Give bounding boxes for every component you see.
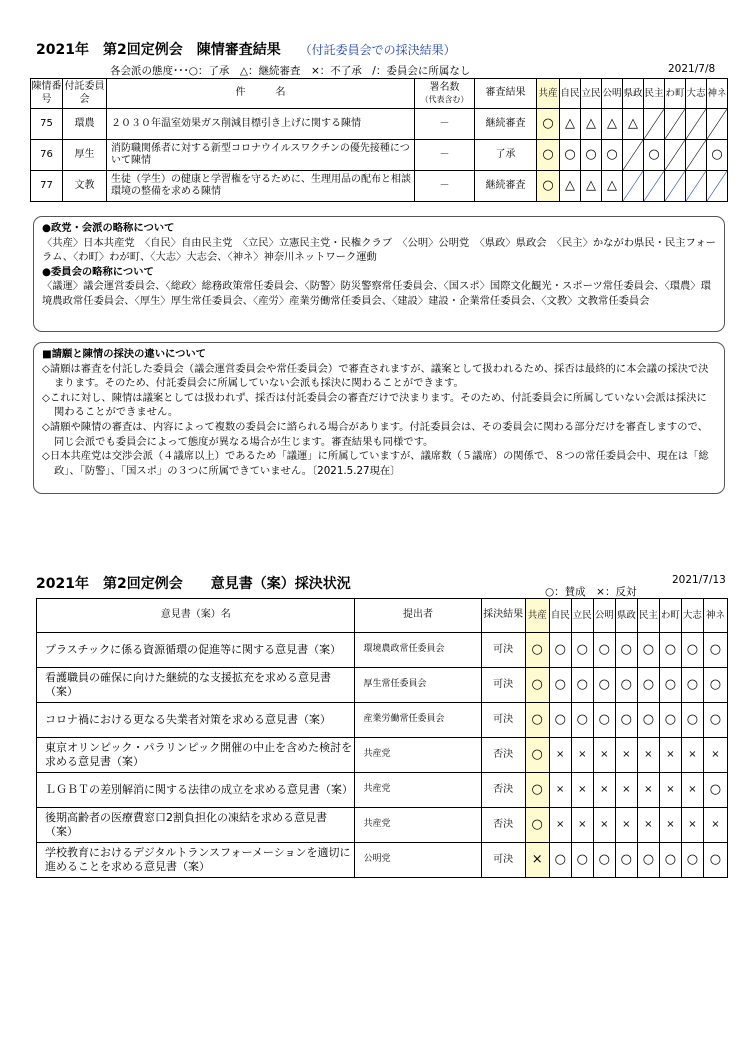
slash-mark: [707, 109, 727, 139]
vote-mark: ○: [549, 633, 571, 668]
slash-mark: [665, 109, 685, 139]
petition-subtitle: （付託委員会での採決結果）: [299, 43, 456, 57]
vote-mark: ×: [593, 808, 615, 843]
vote-mark: △: [581, 171, 602, 202]
vote-mark: ×: [593, 738, 615, 773]
col-header-name: 意見書（案）名: [37, 599, 355, 633]
vote-mark: △: [560, 171, 581, 202]
col-header-committee: 付託委員会: [63, 79, 107, 109]
col-header-vote-result: 採決結果: [481, 599, 525, 633]
vote-mark: ○: [637, 668, 659, 703]
opinion-result: 可決: [481, 668, 525, 703]
petition-date: 2021/7/8: [668, 63, 716, 75]
opinion-body: [37, 633, 728, 878]
opinion-name: コロナ禍における更なる失業者対策を求める意見書（案）: [37, 703, 355, 738]
vote-mark: ○: [593, 843, 615, 878]
opinion-proposer: 環境農政常任委員会: [355, 633, 481, 668]
vote-mark: ×: [659, 738, 681, 773]
opinion-row: [37, 773, 728, 808]
vote-not-member: [707, 109, 728, 140]
opinion-header-row: [37, 599, 728, 633]
vote-mark: ○: [571, 633, 593, 668]
vote-mark: ×: [549, 738, 571, 773]
vote-mark: ○: [615, 843, 637, 878]
col-header-subject: 件 名: [107, 79, 415, 109]
slash-mark: [665, 140, 685, 170]
vote-mark: ○: [549, 668, 571, 703]
vote-mark: ×: [615, 773, 637, 808]
vote-mark: ○: [560, 140, 581, 171]
vote-mark: ×: [571, 773, 593, 808]
slash-mark: [686, 171, 706, 201]
vote-not-member: [623, 140, 644, 171]
petition-number: 75: [31, 109, 63, 140]
party-header-ldp: 自民: [549, 599, 571, 633]
vote-mark: ○: [571, 703, 593, 738]
vote-mark: ○: [659, 843, 681, 878]
opinion-name: ＬＧＢＴの差別解消に関する法律の成立を求める意見書（案）: [37, 773, 355, 808]
vote-mark: ○: [615, 703, 637, 738]
party-header-ldp: 自民: [560, 79, 581, 109]
opinion-result: 否決: [481, 808, 525, 843]
col-header-signers: [415, 79, 475, 109]
party-header-taishi: 大志: [686, 79, 707, 109]
party-header-taishi: 大志: [681, 599, 703, 633]
vote-mark: ○: [581, 140, 602, 171]
opinion-proposer: 厚生常任委員会: [355, 668, 481, 703]
petition-title: [36, 39, 456, 59]
vote-mark: ×: [549, 808, 571, 843]
difference-heading: ■請願と陳情の採決の違いについて: [42, 348, 206, 360]
vote-mark: ○: [549, 703, 571, 738]
opinion-name: プラスチックに係る資源循環の促進等に関する意見書（案）: [37, 633, 355, 668]
vote-not-member: [686, 140, 707, 171]
party-header-cdp: 立民: [571, 599, 593, 633]
opinion-name: 東京オリンピック・パラリンピック開催の中止を含めた検討を求める意見書（案）: [37, 738, 355, 773]
vote-mark: ○: [525, 808, 549, 843]
slash-mark: [623, 171, 643, 201]
opinion-result: 可決: [481, 633, 525, 668]
petition-header-row: [31, 79, 728, 109]
slash-mark: [686, 109, 706, 139]
party-abbrev-heading: ●政党・会派の略称について: [42, 222, 175, 234]
petition-committee: 環農: [63, 109, 107, 140]
committee-abbrev-text: 〈議運〉議会運営委員会、〈総政〉総務政策常任委員会、〈防警〉防災警察常任委員会、〈国スポ〉国際文化観光・スポーツ常任委員会、〈環農〉環境農政常任委員会、〈厚生〉厚生常任委員会、〈産労〉産業労働常任委員会、〈建設〉建設・企業常任委員会、〈文教〉文教常任委員会: [42, 280, 711, 308]
vote-mark: ○: [637, 633, 659, 668]
vote-mark: ×: [571, 738, 593, 773]
difference-item: ◇請願や陳情の審査は、内容によって複数の委員会に諮られる場合があります。付託委員会は、その委員会に関わる部分だけを審査しますので、同じ会派でも委員会によって態度が異なる場合が生じます。審査結果も同様です。: [42, 421, 708, 448]
vote-not-member: [665, 109, 686, 140]
vote-mark: ○: [681, 703, 703, 738]
vote-mark: ×: [681, 808, 703, 843]
vote-mark: ○: [537, 140, 560, 171]
vote-mark: ×: [681, 738, 703, 773]
vote-not-member: [707, 171, 728, 202]
committee-abbrev-heading: ●委員会の略称について: [42, 265, 154, 278]
petition-table: [30, 78, 728, 202]
vote-mark: ×: [593, 773, 615, 808]
slash-mark: [644, 171, 664, 201]
signers-label: 署名数: [429, 82, 460, 94]
vote-mark: △: [581, 109, 602, 140]
vote-mark: ○: [703, 773, 727, 808]
vote-mark: ○: [707, 140, 728, 171]
petition-signers: －: [415, 140, 475, 171]
vote-mark: ○: [659, 668, 681, 703]
petition-row: [31, 140, 728, 171]
opinion-row: [37, 808, 728, 843]
vote-mark: ○: [659, 633, 681, 668]
petition-title-text: 2021年 第2回定例会 陳情審査結果: [36, 42, 281, 58]
vote-mark: ○: [703, 703, 727, 738]
opinion-proposer: 共産党: [355, 738, 481, 773]
vote-mark: ×: [703, 808, 727, 843]
petition-body: [31, 109, 728, 202]
petition-subject: 生徒（学生）の健康と学習権を守るために、生理用品の配布と相談環境の整備を求める陳情: [107, 171, 415, 202]
col-header-proposer: 提出者: [355, 599, 481, 633]
petition-result: 継続審査: [475, 171, 537, 202]
vote-mark: ○: [703, 668, 727, 703]
petition-number: 76: [31, 140, 63, 171]
petition-legend: 各会派の態度･･･○：了承 △：継続審査 ×：不了承 /：委員会に所属なし: [110, 65, 471, 77]
vote-mark: ○: [681, 633, 703, 668]
petition-subject: ２０３０年温室効果ガス削減目標引き上げに関する陳情: [107, 109, 415, 140]
vote-mark: ○: [593, 703, 615, 738]
opinion-row: [37, 738, 728, 773]
vote-mark: △: [560, 109, 581, 140]
vote-mark: ○: [644, 140, 665, 171]
vote-mark: ○: [571, 668, 593, 703]
vote-mark: ×: [571, 808, 593, 843]
party-header-kanane: 神ネ: [703, 599, 727, 633]
vote-mark: ×: [659, 808, 681, 843]
vote-not-member: [665, 140, 686, 171]
vote-mark: ×: [615, 808, 637, 843]
vote-mark: △: [623, 109, 644, 140]
party-header-wamachi: わ町: [659, 599, 681, 633]
party-header-komeito: 公明: [593, 599, 615, 633]
opinion-proposer: 共産党: [355, 773, 481, 808]
party-header-komeito: 公明: [602, 79, 623, 109]
vote-not-member: [644, 171, 665, 202]
vote-not-member: [644, 109, 665, 140]
petition-row: [31, 109, 728, 140]
difference-box: [33, 342, 725, 494]
vote-mark: ×: [637, 808, 659, 843]
petition-row: [31, 171, 728, 202]
slash-mark: [623, 140, 643, 170]
vote-mark: ○: [525, 773, 549, 808]
petition-signers: －: [415, 171, 475, 202]
opinion-row: [37, 668, 728, 703]
vote-mark: ○: [681, 668, 703, 703]
petition-number: 77: [31, 171, 63, 202]
slash-mark: [644, 109, 664, 139]
slash-mark: [665, 171, 685, 201]
slash-mark: [707, 171, 727, 201]
vote-mark: ○: [593, 668, 615, 703]
difference-item: ◇これに対し、陳情は議案としては扱われず、採否は付託委員会の審査だけで決まります。そのため、付託委員会に所属していない会派は採決に関わることができません。: [42, 391, 707, 419]
party-header-jcp: 共産: [537, 79, 560, 109]
vote-mark: ○: [615, 633, 637, 668]
vote-mark: ×: [637, 773, 659, 808]
opinion-row: [37, 843, 728, 878]
vote-mark: ×: [681, 773, 703, 808]
vote-not-member: [686, 109, 707, 140]
petition-result: 継続審査: [475, 109, 537, 140]
vote-mark: ○: [637, 703, 659, 738]
col-header-result: 審査結果: [475, 79, 537, 109]
party-header-minshu: 民主: [644, 79, 665, 109]
vote-mark: ○: [703, 633, 727, 668]
vote-mark: △: [602, 171, 623, 202]
difference-item: ◇請願は審査を付託した委員会（議会運営委員会や常任委員会）で審査されますが、議案として扱われるため、採否は最終的に本会議の採決で決まります。そのため、付託委員会に所属していない会派も採決に関わることができます。: [42, 362, 709, 390]
vote-mark: ×: [659, 773, 681, 808]
vote-mark: ○: [602, 140, 623, 171]
opinion-result: 否決: [481, 773, 525, 808]
party-header-kanane: 神ネ: [707, 79, 728, 109]
petition-committee: 厚生: [63, 140, 107, 171]
vote-mark: ×: [525, 843, 549, 878]
vote-mark: ○: [537, 109, 560, 140]
party-header-jcp: 共産: [525, 599, 549, 633]
petition-result: 了承: [475, 140, 537, 171]
party-abbrev-text: 〈共産〉日本共産党 〈自民〉自由民主党 〈立民〉立憲民主党・民権クラブ 〈公明〉公明党 〈県政〉県政会 〈民主〉かながわ県民・民主フォーラム、〈わ町〉わが町、〈大志〉大志会、〈神ネ〉神奈川ネットワーク運動: [42, 236, 716, 264]
abbrev-box: [33, 216, 725, 332]
vote-mark: ○: [537, 171, 560, 202]
vote-mark: ×: [637, 738, 659, 773]
party-header-cdp: 立民: [581, 79, 602, 109]
opinion-title: 2021年 第2回定例会 意見書（案）採決状況: [36, 576, 351, 592]
party-header-kensei: 県政: [623, 79, 644, 109]
opinion-table: [36, 598, 728, 878]
party-header-wamachi: わ町: [665, 79, 686, 109]
opinion-name: 後期高齢者の医療費窓口2割負担化の凍結を求める意見書（案）: [37, 808, 355, 843]
vote-not-member: [686, 171, 707, 202]
vote-mark: ○: [525, 738, 549, 773]
vote-mark: ○: [525, 703, 549, 738]
vote-mark: ○: [637, 843, 659, 878]
difference-item: ◇日本共産党は交渉会派（４議席以上）であるため「議運」に所属していますが、議席数（５議席）の関係で、８つの常任委員会中、現在は「総政」、「防警」、「国スポ」の３つに所属できていません。〔2021.5.27現在〕: [42, 450, 709, 477]
opinion-result: 可決: [481, 843, 525, 878]
party-header-kensei: 県政: [615, 599, 637, 633]
vote-not-member: [665, 171, 686, 202]
opinion-result: 否決: [481, 738, 525, 773]
vote-mark: ○: [525, 633, 549, 668]
vote-mark: ×: [703, 738, 727, 773]
party-header-minshu: 民主: [637, 599, 659, 633]
opinion-row: [37, 633, 728, 668]
vote-mark: ×: [615, 738, 637, 773]
vote-mark: ○: [593, 633, 615, 668]
vote-mark: ○: [703, 843, 727, 878]
opinion-proposer: 産業労働常任委員会: [355, 703, 481, 738]
opinion-name: 学校教育におけるデジタルトランスフォーメーションを適切に進めることを求める意見書（案）: [37, 843, 355, 878]
opinion-proposer: 公明党: [355, 843, 481, 878]
opinion-legend: ○：賛成 ×：反対: [545, 586, 637, 598]
vote-not-member: [623, 171, 644, 202]
vote-mark: ○: [681, 843, 703, 878]
col-header-num: 陳情番号: [31, 79, 63, 109]
opinion-name: 看護職員の確保に向けた継続的な支援拡充を求める意見書（案）: [37, 668, 355, 703]
vote-mark: ○: [571, 843, 593, 878]
signers-note: （代表含む）: [420, 94, 469, 104]
petition-committee: 文教: [63, 171, 107, 202]
vote-mark: ×: [549, 773, 571, 808]
slash-mark: [686, 140, 706, 170]
petition-subject: 消防職関係者に対する新型コロナウイルスワクチンの優先接種について陳情: [107, 140, 415, 171]
vote-mark: ○: [549, 843, 571, 878]
opinion-proposer: 共産党: [355, 808, 481, 843]
vote-mark: △: [602, 109, 623, 140]
vote-mark: ○: [659, 703, 681, 738]
vote-mark: ○: [525, 668, 549, 703]
opinion-row: [37, 703, 728, 738]
opinion-result: 可決: [481, 703, 525, 738]
vote-mark: ○: [615, 668, 637, 703]
petition-signers: －: [415, 109, 475, 140]
opinion-date: 2021/7/13: [672, 574, 726, 586]
